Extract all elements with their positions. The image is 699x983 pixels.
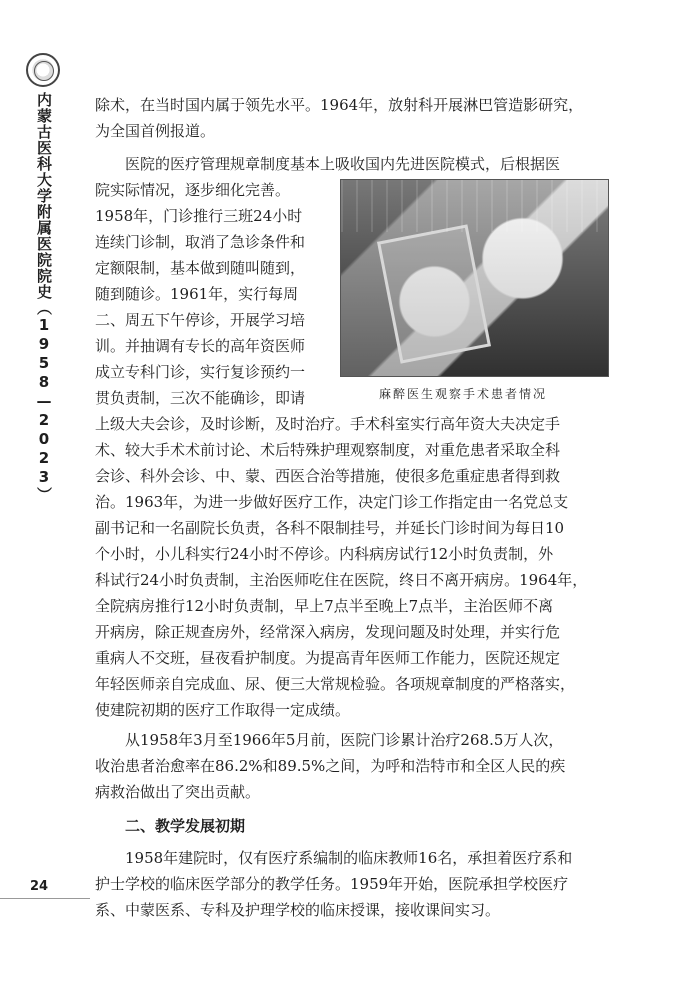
text-line: 个小时，小儿科实行24小时不停诊。内科病房试行12小时负责制，外 <box>95 545 554 563</box>
text-line: 贯负责制，三次不能确诊，即请 <box>95 389 306 407</box>
text-line: 训。并抽调有专长的高年资医师 <box>95 337 306 355</box>
text-line: 医院的医疗管理规章制度基本上吸收国内先进医院模式，后根据医 <box>125 155 561 173</box>
text-line: 收治患者治愈率在86.2%和89.5%之间，为呼和浩特市和全区人民的疾 <box>95 757 566 775</box>
text-line: 年轻医师亲自完成血、尿、便三大常规检验。各项规章制度的严格落实， <box>95 675 576 693</box>
page-number: 24 <box>30 879 49 894</box>
text-line: 除术，在当时国内属于领先水平。1964年，放射科开展淋巴管造影研究， <box>95 96 584 114</box>
text-line: 1958年，门诊推行三班24小时 <box>95 207 303 225</box>
text-line: 上级大夫会诊，及时诊断，及时治疗。手术科室实行高年资大夫决定手 <box>95 415 561 433</box>
text-line: 成立专科门诊，实行复诊预约一 <box>95 363 306 381</box>
text-line: 重病人不交班，昼夜看护制度。为提高青年医师工作能力，医院还规定 <box>95 649 561 667</box>
photo-caption: 麻醉医生观察手术患者情况 <box>379 387 548 401</box>
text-line: 二、周五下午停诊，开展学习培 <box>95 311 306 329</box>
text-line: 1958年建院时，仅有医疗系编制的临床教师16名，承担着医疗系和 <box>125 849 573 867</box>
text-line: 连续门诊制，取消了急诊条件和 <box>95 233 306 251</box>
text-line: 护士学校的临床医学部分的教学任务。1959年开始，医院承担学校医疗 <box>95 875 569 893</box>
text-line: 科试行24小时负责制，主治医师吃住在医院，终日不离开病房。1964年， <box>95 571 588 589</box>
section-heading: 二、教学发展初期 <box>125 817 246 835</box>
text-line: 使建院初期的医疗工作取得一定成绩。 <box>95 701 351 719</box>
text-line: 从1958年3月至1966年5月前，医院门诊累计治疗268.5万人次， <box>125 731 564 749</box>
text-line: 全院病房推行12小时负责制，早上7点半至晚上7点半，主治医师不离 <box>95 597 554 615</box>
text-line: 系、中蒙医系、专科及护理学校的临床授课，接收课间实习。 <box>95 901 501 919</box>
university-logo-icon <box>26 53 60 87</box>
page-number-rule <box>0 898 90 899</box>
text-line: 开病房，除正规查房外，经常深入病房，发现问题及时处理，并实行危 <box>95 623 561 641</box>
text-line: 为全国首例报道。 <box>95 122 216 140</box>
text-line: 病救治做出了突出贡献。 <box>95 783 261 801</box>
text-line: 会诊、科外会诊、中、蒙、西医合治等措施，使很多危重症患者得到救 <box>95 467 561 485</box>
text-line: 副书记和一名副院长负责，各科不限制挂号，并延长门诊时间为每日10 <box>95 519 565 537</box>
text-line: 随到随诊。1961年，实行每周 <box>95 285 299 303</box>
text-line: 定额限制，基本做到随叫随到， <box>95 259 306 277</box>
surgery-photo <box>340 179 609 377</box>
running-title: 内蒙古医科大学附属医院院史（1958—2023） <box>35 92 53 503</box>
text-line: 治。1963年，为进一步做好医疗工作，决定门诊工作指定由一名党总支 <box>95 493 569 511</box>
text-line: 院实际情况，逐步细化完善。 <box>95 181 291 199</box>
text-line: 术、较大手术术前讨论、术后特殊护理观察制度，对重危患者采取全科 <box>95 441 561 459</box>
